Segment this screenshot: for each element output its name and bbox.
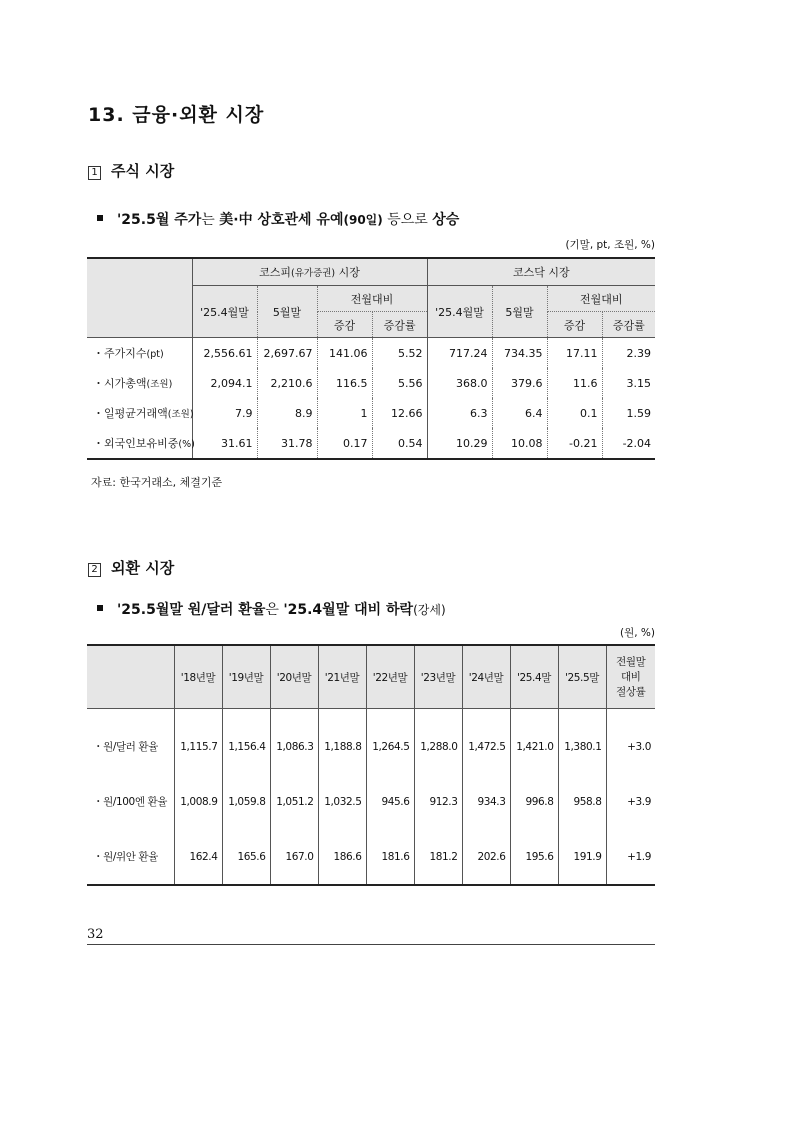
stock-bullet-p3: 美·中 상호관세 유예	[219, 212, 344, 228]
table-row	[87, 428, 655, 459]
column-header: '25.5말	[558, 645, 606, 709]
table-cell: 165.6	[222, 829, 270, 885]
table-cell: 202.6	[462, 829, 510, 885]
table-cell: +3.0	[606, 709, 655, 775]
table-cell: 934.3	[462, 774, 510, 829]
column-header: '21년말	[318, 645, 366, 709]
table-cell: 10.08	[492, 428, 547, 459]
table-cell: 195.6	[510, 829, 558, 885]
table-cell: 2,210.6	[257, 368, 317, 398]
table-cell: 1,188.8	[318, 709, 366, 775]
table-cell: 181.6	[366, 829, 414, 885]
kosdaq-col-chg: 증감	[547, 312, 602, 338]
table-cell: 1.59	[602, 398, 655, 428]
table-row	[87, 709, 655, 775]
table-cell: 31.78	[257, 428, 317, 459]
table-cell: 17.11	[547, 338, 602, 369]
table-cell: 10.29	[427, 428, 492, 459]
table-cell: 12.66	[372, 398, 427, 428]
table-corner-cell	[87, 258, 192, 338]
section-title: 13. 금융·외환 시장	[88, 104, 265, 126]
footer-rule	[87, 944, 655, 945]
table-cell: 2.39	[602, 338, 655, 369]
table-cell: 734.35	[492, 338, 547, 369]
kospi-col-prev: '25.4월말	[192, 286, 257, 338]
heading-number-box: 1	[88, 166, 101, 180]
fx-bullet-p3: '25.4월말 대비 하락	[283, 602, 414, 618]
table-cell: 1,156.4	[222, 709, 270, 775]
kospi-col-cur: 5월말	[257, 286, 317, 338]
column-header: '22년말	[366, 645, 414, 709]
table-cell: 1,472.5	[462, 709, 510, 775]
stock-heading	[88, 160, 174, 181]
square-bullet-icon	[97, 605, 103, 611]
table-cell: 1,059.8	[222, 774, 270, 829]
column-header: '18년말	[174, 645, 222, 709]
stock-heading-text: 주식 시장	[111, 162, 175, 180]
table-cell: 368.0	[427, 368, 492, 398]
table-cell: 1	[317, 398, 372, 428]
stock-table-group-header	[87, 258, 655, 286]
table-cell: 191.9	[558, 829, 606, 885]
row-label: ・외국인보유비중(%)	[93, 437, 195, 450]
table-cell: 11.6	[547, 368, 602, 398]
table-cell: 0.1	[547, 398, 602, 428]
row-label: ・주가지수(pt)	[93, 347, 164, 360]
column-header: '24년말	[462, 645, 510, 709]
fx-unit: (원, %)	[620, 627, 655, 639]
stock-bullet-p2: 는	[201, 212, 220, 228]
table-cell: 6.3	[427, 398, 492, 428]
fx-bullet-p4: (강세)	[413, 603, 446, 617]
stock-unit: (기말, pt, 조원, %)	[565, 239, 655, 251]
table-cell: 1,264.5	[366, 709, 414, 775]
stock-bullet-p1: '25.5월 주가	[117, 212, 202, 228]
table-cell: 181.2	[414, 829, 462, 885]
fx-table-header	[87, 645, 655, 709]
table-cell: 1,421.0	[510, 709, 558, 775]
kospi-col-chg: 증감	[317, 312, 372, 338]
table-corner-cell	[87, 645, 174, 709]
kospi-col-rate: 증감률	[372, 312, 427, 338]
stock-bullet-p5: 등으로	[382, 212, 433, 228]
table-cell: 717.24	[427, 338, 492, 369]
fx-bullet	[97, 599, 446, 619]
square-bullet-icon	[97, 215, 103, 221]
stock-bullet-p6: 상승	[432, 212, 460, 228]
stock-bullet	[97, 209, 459, 229]
table-cell: -0.21	[547, 428, 602, 459]
table-cell: 5.52	[372, 338, 427, 369]
table-cell: 8.9	[257, 398, 317, 428]
table-cell: -2.04	[602, 428, 655, 459]
table-cell: +1.9	[606, 829, 655, 885]
table-cell: 379.6	[492, 368, 547, 398]
table-cell: 116.5	[317, 368, 372, 398]
table-cell: 1,086.3	[270, 709, 318, 775]
fx-heading-text: 외환 시장	[111, 559, 175, 577]
table-cell: 7.9	[192, 398, 257, 428]
table-cell: 1,051.2	[270, 774, 318, 829]
fx-bullet-p1: '25.5월말 원/달러 환율	[117, 602, 266, 618]
table-cell: 5.56	[372, 368, 427, 398]
row-label: ・일평균거래액(조원)	[93, 407, 194, 420]
kospi-col-mom: 전월대비	[317, 286, 427, 312]
table-row	[87, 774, 655, 829]
table-cell: 1,115.7	[174, 709, 222, 775]
table-cell: 912.3	[414, 774, 462, 829]
column-header: '19년말	[222, 645, 270, 709]
kosdaq-col-prev: '25.4월말	[427, 286, 492, 338]
column-header: '23년말	[414, 645, 462, 709]
row-label: ・원/위안 환율	[93, 851, 158, 863]
column-header: '25.4말	[510, 645, 558, 709]
fx-heading	[88, 557, 174, 578]
stock-source: 자료: 한국거래소, 체결기준	[91, 476, 223, 489]
table-cell: 0.17	[317, 428, 372, 459]
table-cell: 141.06	[317, 338, 372, 369]
table-cell: 1,032.5	[318, 774, 366, 829]
table-cell: 6.4	[492, 398, 547, 428]
fx-table	[87, 644, 655, 886]
table-cell: 186.6	[318, 829, 366, 885]
table-row	[87, 829, 655, 885]
kospi-group-header: 코스피(유가증권) 시장	[192, 258, 427, 286]
table-cell: 1,288.0	[414, 709, 462, 775]
column-header-change-rate: 전월말 대비 절상률	[606, 645, 655, 709]
fx-bullet-p2: 은	[265, 602, 284, 618]
column-header: '20년말	[270, 645, 318, 709]
table-cell: 996.8	[510, 774, 558, 829]
table-cell: 0.54	[372, 428, 427, 459]
kosdaq-col-cur: 5월말	[492, 286, 547, 338]
page-number: 32	[87, 927, 104, 942]
heading-number-box: 2	[88, 563, 101, 577]
stock-table	[87, 257, 655, 460]
kosdaq-group-header: 코스닥 시장	[427, 258, 655, 286]
table-cell: 1,380.1	[558, 709, 606, 775]
table-row	[87, 368, 655, 398]
table-cell: 31.61	[192, 428, 257, 459]
row-label: ・시가총액(조원)	[93, 377, 173, 390]
table-cell: +3.9	[606, 774, 655, 829]
kosdaq-col-rate: 증감률	[602, 312, 655, 338]
table-cell: 958.8	[558, 774, 606, 829]
table-row	[87, 398, 655, 428]
kosdaq-col-mom: 전월대비	[547, 286, 655, 312]
table-cell: 162.4	[174, 829, 222, 885]
table-cell: 167.0	[270, 829, 318, 885]
stock-bullet-p4: (90일)	[343, 213, 383, 227]
table-cell: 1,008.9	[174, 774, 222, 829]
table-cell: 945.6	[366, 774, 414, 829]
table-row	[87, 338, 655, 369]
table-cell: 3.15	[602, 368, 655, 398]
table-cell: 2,697.67	[257, 338, 317, 369]
row-label: ・원/달러 환율	[93, 741, 158, 753]
table-cell: 2,556.61	[192, 338, 257, 369]
row-label: ・원/100엔 환율	[93, 796, 167, 808]
table-cell: 2,094.1	[192, 368, 257, 398]
